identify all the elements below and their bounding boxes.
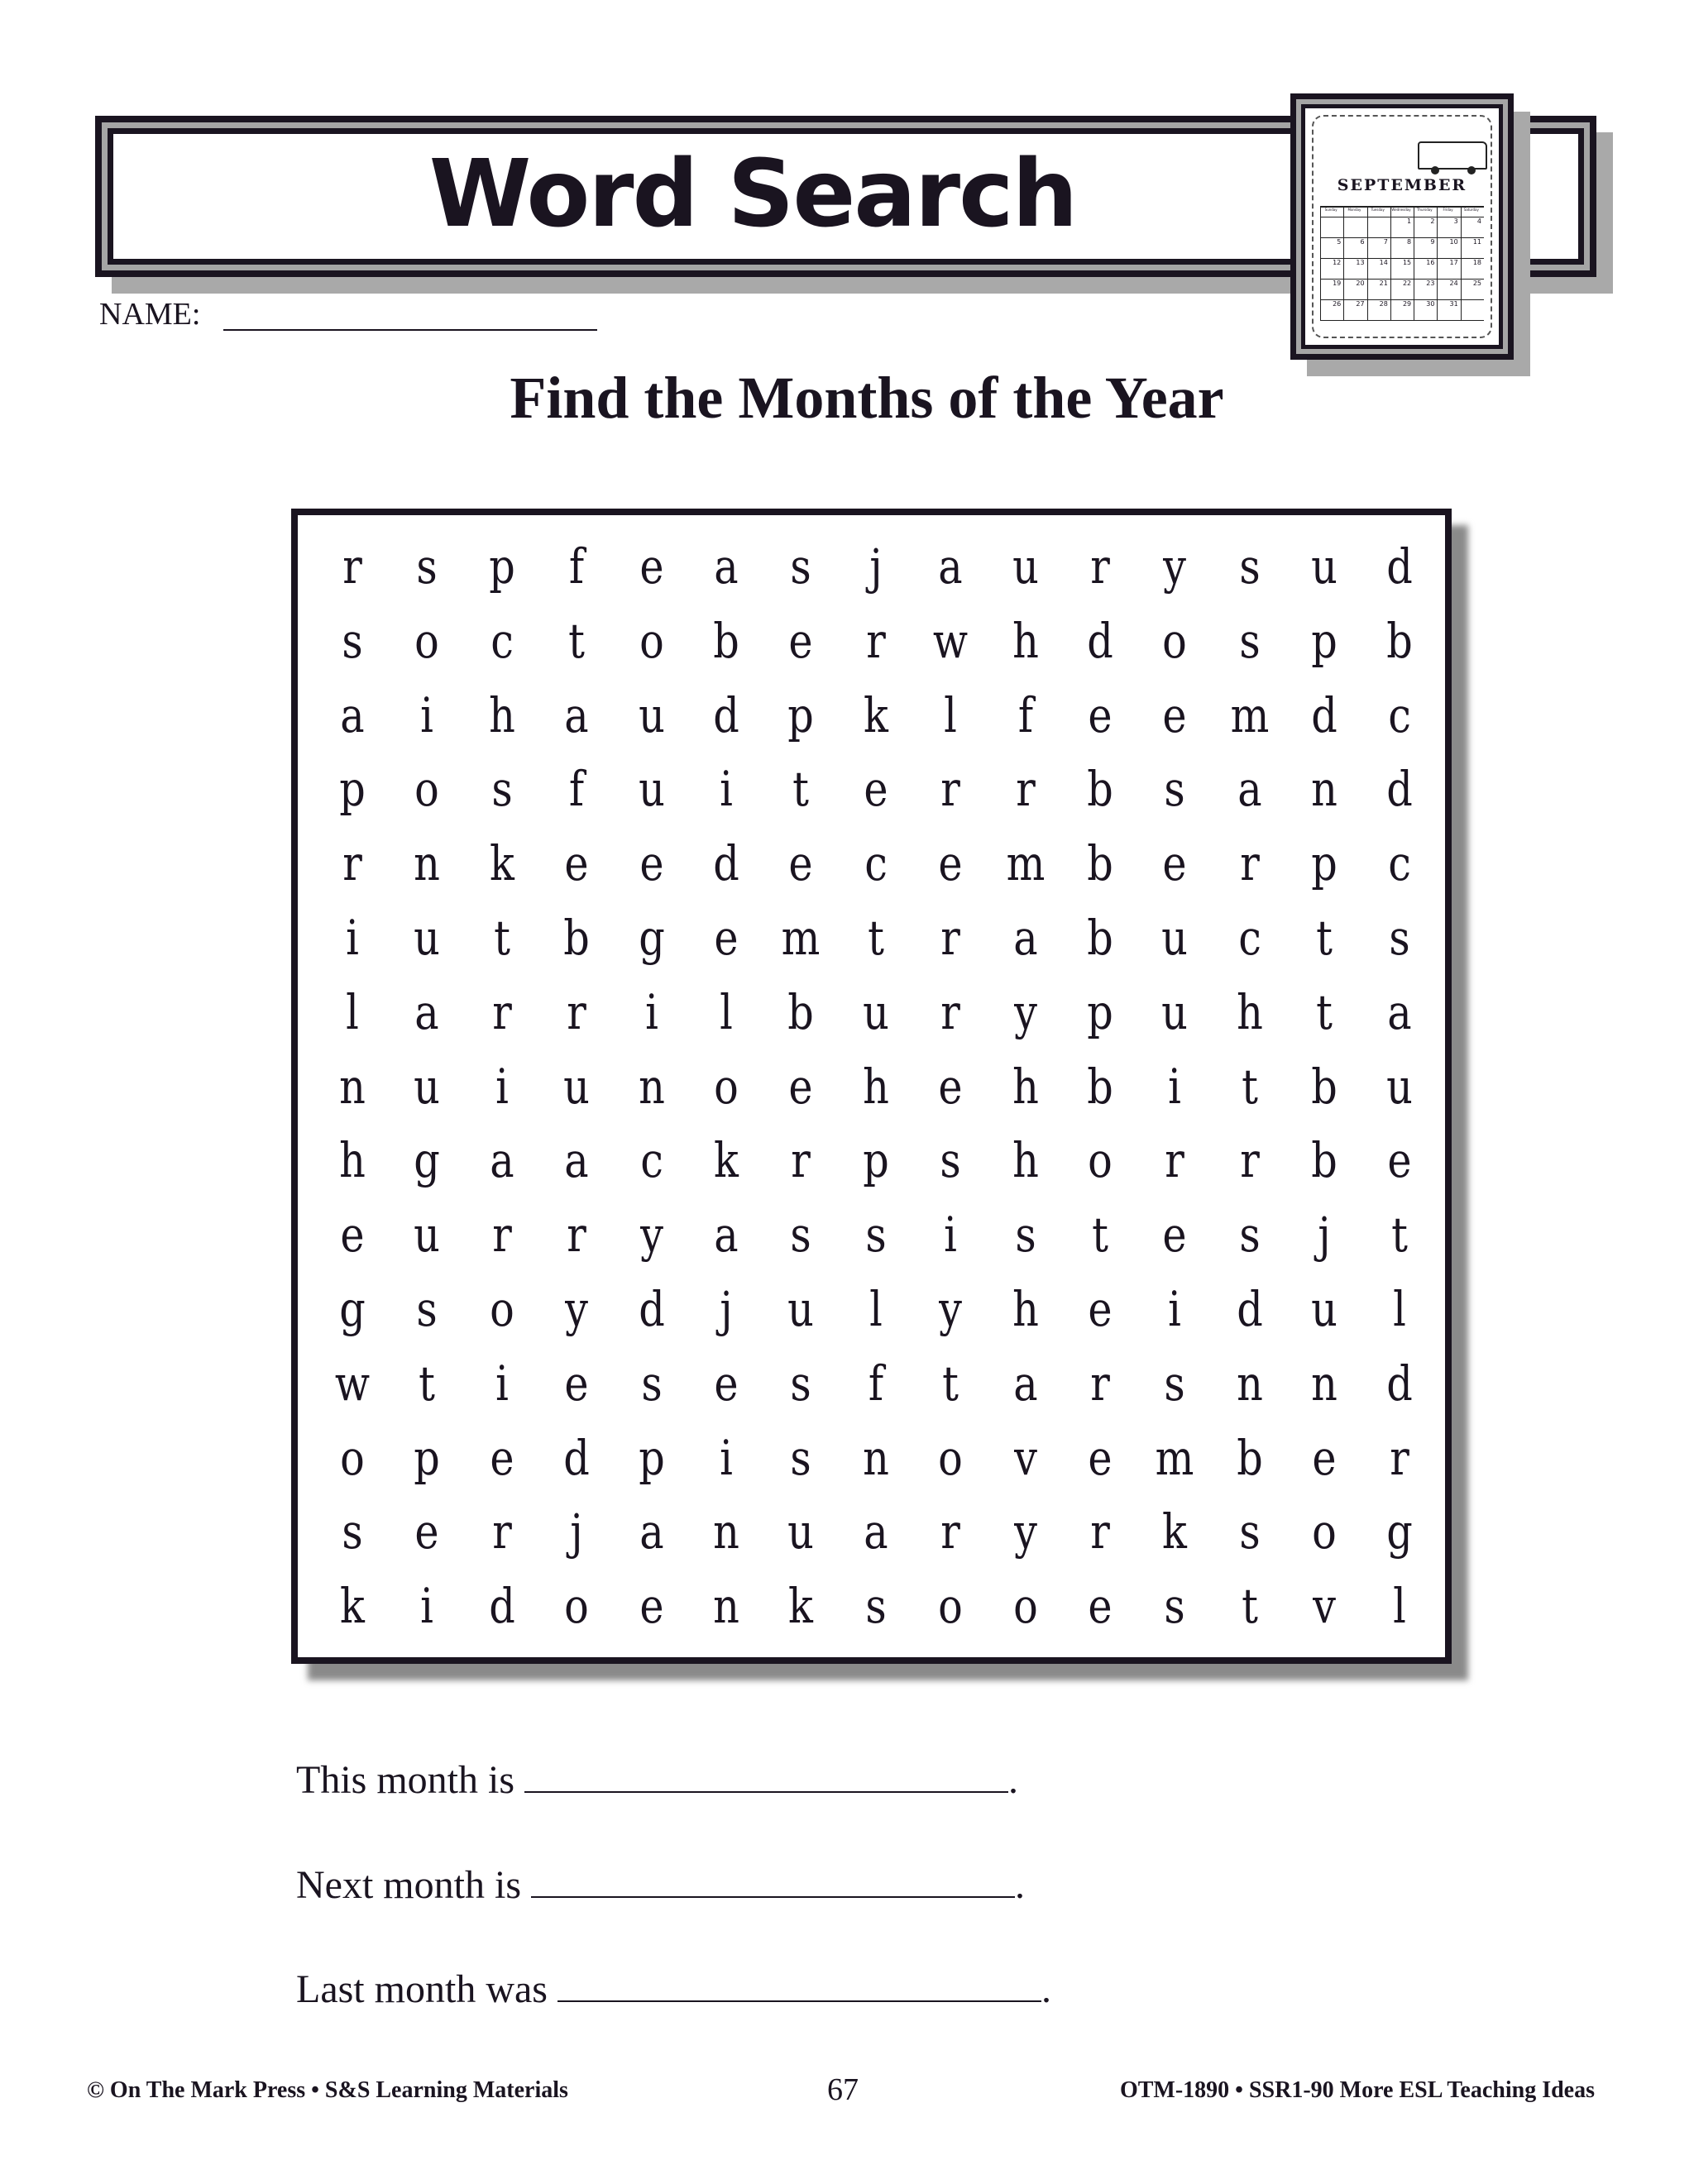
grid-letter[interactable]: s xyxy=(865,1207,887,1264)
grid-letter[interactable]: b xyxy=(1087,1058,1113,1115)
grid-letter[interactable]: a xyxy=(1012,910,1038,966)
grid-letter[interactable]: y xyxy=(939,1281,963,1337)
question-label: Next month is xyxy=(296,1863,521,1907)
calendar-date: 26 xyxy=(1320,300,1343,321)
calendar-date: 22 xyxy=(1390,280,1414,300)
grid-letter[interactable]: s xyxy=(1239,612,1261,669)
grid-letter[interactable]: u xyxy=(862,983,889,1040)
grid-letter[interactable]: a xyxy=(1237,761,1262,818)
grid-letter[interactable]: a xyxy=(1386,983,1412,1040)
grid-letter[interactable]: s xyxy=(342,612,363,669)
grid-letter[interactable]: t xyxy=(493,910,510,966)
grid-letter[interactable]: o xyxy=(489,1281,514,1337)
grid-letter[interactable]: e xyxy=(788,612,813,669)
calendar-date: 28 xyxy=(1367,300,1390,321)
calendar-date: 16 xyxy=(1414,259,1437,280)
grid-letter[interactable]: t xyxy=(1390,1207,1408,1264)
grid-letter[interactable]: n xyxy=(862,1429,889,1486)
calendar-day-header: Saturday xyxy=(1461,208,1484,217)
grid-letter[interactable]: o xyxy=(1012,1578,1038,1635)
calendar-date: 19 xyxy=(1320,280,1343,300)
grid-letter[interactable]: s xyxy=(342,1503,363,1560)
grid-letter[interactable]: t xyxy=(419,1355,436,1412)
grid-letter[interactable]: u xyxy=(1161,983,1189,1040)
grid-letter[interactable]: i xyxy=(495,1355,509,1412)
grid-letter[interactable]: h xyxy=(1012,1058,1039,1115)
calendar-date: 18 xyxy=(1461,259,1484,280)
grid-letter[interactable]: u xyxy=(787,1503,815,1560)
grid-letter[interactable]: y xyxy=(1163,538,1187,595)
calendar-day-header: Monday xyxy=(1343,208,1366,217)
grid-letter[interactable]: m xyxy=(782,910,821,966)
calendar-day-header: Wednesday xyxy=(1390,208,1414,217)
grid-letter[interactable]: j xyxy=(570,1503,583,1560)
grid-letter[interactable]: e xyxy=(714,1355,739,1412)
grid-letter[interactable]: s xyxy=(790,1207,812,1264)
grid-letter[interactable]: d xyxy=(1087,612,1113,669)
grid-letter[interactable]: r xyxy=(342,538,362,595)
grid-letter[interactable]: o xyxy=(340,1429,365,1486)
grid-letter[interactable]: o xyxy=(938,1578,964,1635)
subtitle: Find the Months of the Year xyxy=(510,365,1224,431)
grid-letter[interactable]: a xyxy=(490,1132,514,1189)
grid-letter[interactable]: j xyxy=(869,538,883,595)
grid-letter[interactable]: t xyxy=(1241,1058,1258,1115)
period: . xyxy=(1041,1967,1051,2011)
calendar-date: 2 xyxy=(1414,217,1437,238)
grid-letter[interactable]: u xyxy=(1161,910,1189,966)
calendar-date xyxy=(1343,217,1366,238)
grid-letter[interactable]: t xyxy=(792,761,810,818)
calendar-date: 30 xyxy=(1414,300,1437,321)
grid-letter[interactable]: t xyxy=(867,910,884,966)
grid-letter[interactable]: b xyxy=(787,983,815,1040)
calendar-day-header: Thursday xyxy=(1414,208,1437,217)
grid-letter[interactable]: b xyxy=(1385,612,1413,669)
grid-letter[interactable]: a xyxy=(564,1132,589,1189)
grid-letter[interactable]: s xyxy=(1239,538,1261,595)
grid-letter[interactable]: r xyxy=(1240,835,1260,892)
grid-letter[interactable]: m xyxy=(1006,835,1045,892)
calendar-date: 17 xyxy=(1437,259,1460,280)
grid-letter[interactable]: e xyxy=(788,835,813,892)
grid-letter[interactable]: v xyxy=(1013,1429,1037,1486)
grid-letter[interactable]: w xyxy=(334,1355,371,1412)
grid-letter[interactable]: c xyxy=(639,1132,663,1189)
calendar-date xyxy=(1320,217,1343,238)
grid-letter[interactable]: b xyxy=(1087,835,1113,892)
grid-letter[interactable]: c xyxy=(864,835,888,892)
grid-letter[interactable]: h xyxy=(862,1058,889,1115)
period: . xyxy=(1015,1863,1025,1907)
grid-letter[interactable]: u xyxy=(638,761,665,818)
school-bus-icon xyxy=(1418,141,1487,170)
grid-letter[interactable]: r xyxy=(1090,1355,1110,1412)
grid-letter[interactable]: p xyxy=(638,1429,665,1486)
grid-letter[interactable]: t xyxy=(1316,983,1333,1040)
grid-letter[interactable]: h xyxy=(488,686,515,743)
grid-letter[interactable]: s xyxy=(1239,1207,1261,1264)
calendar-date: 21 xyxy=(1367,280,1390,300)
grid-letter[interactable]: e xyxy=(1162,835,1187,892)
grid-letter[interactable]: b xyxy=(1087,761,1113,818)
calendar-date: 10 xyxy=(1437,238,1460,259)
grid-letter[interactable]: c xyxy=(1387,835,1411,892)
grid-letter[interactable]: e xyxy=(564,835,589,892)
grid-letter[interactable]: e xyxy=(1088,1429,1113,1486)
grid-letter[interactable]: a xyxy=(639,1503,664,1560)
grid-letter[interactable]: n xyxy=(414,835,441,892)
grid-letter[interactable]: r xyxy=(1389,1429,1409,1486)
grid-letter[interactable]: i xyxy=(420,686,434,743)
answer-blank[interactable] xyxy=(557,1967,1041,2002)
grid-letter[interactable]: i xyxy=(944,1207,958,1264)
grid-letter[interactable]: m xyxy=(1156,1429,1194,1486)
calendar-date: 5 xyxy=(1320,238,1343,259)
grid-letter[interactable]: s xyxy=(1239,1503,1261,1560)
grid-letter[interactable]: o xyxy=(1088,1132,1113,1189)
grid-letter[interactable]: e xyxy=(340,1207,365,1264)
footer-product-code: OTM-1890 • SSR1-90 More ESL Teaching Ideas xyxy=(1119,2077,1595,2103)
grid-letter[interactable]: e xyxy=(1088,1281,1113,1337)
grid-letter[interactable]: c xyxy=(1387,686,1411,743)
calendar-date: 31 xyxy=(1437,300,1460,321)
grid-letter[interactable]: k xyxy=(340,1578,365,1635)
grid-letter[interactable]: u xyxy=(1311,1281,1338,1337)
grid-letter[interactable]: b xyxy=(1311,1132,1337,1189)
grid-letter[interactable]: u xyxy=(1385,1058,1413,1115)
grid-letter[interactable]: j xyxy=(720,1281,733,1337)
grid-letter[interactable]: k xyxy=(714,1132,739,1189)
grid-letter[interactable]: r xyxy=(567,1207,586,1264)
grid-letter[interactable]: t xyxy=(1241,1578,1258,1635)
grid-letter[interactable]: r xyxy=(342,835,362,892)
grid-letter[interactable]: a xyxy=(938,538,963,595)
grid-letter[interactable]: h xyxy=(339,1132,366,1189)
grid-letter[interactable]: u xyxy=(638,686,665,743)
grid-letter[interactable]: c xyxy=(1237,910,1261,966)
answer-blank[interactable] xyxy=(524,1758,1008,1793)
grid-letter[interactable]: e xyxy=(414,1503,439,1560)
grid-letter[interactable]: r xyxy=(940,1503,960,1560)
grid-letter[interactable]: e xyxy=(864,761,888,818)
grid-letter[interactable]: r xyxy=(940,761,960,818)
grid-letter[interactable]: w xyxy=(933,612,969,669)
grid-letter[interactable]: u xyxy=(1311,538,1338,595)
grid-letter[interactable]: r xyxy=(492,1207,512,1264)
name-label: NAME: xyxy=(99,297,201,332)
grid-letter[interactable]: l xyxy=(869,1281,883,1337)
grid-letter[interactable]: n xyxy=(713,1578,739,1635)
calendar-date: 8 xyxy=(1390,238,1414,259)
grid-letter[interactable]: p xyxy=(1087,983,1113,1040)
calendar-date: 13 xyxy=(1343,259,1366,280)
grid-letter[interactable]: u xyxy=(414,910,441,966)
grid-letter[interactable]: b xyxy=(563,910,590,966)
grid-letter[interactable]: s xyxy=(940,1132,961,1189)
grid-letter[interactable]: h xyxy=(1012,1132,1039,1189)
grid-letter[interactable]: l xyxy=(944,686,958,743)
grid-letter[interactable]: o xyxy=(414,612,440,669)
grid-letter[interactable]: s xyxy=(1164,1355,1186,1412)
grid-letter[interactable]: r xyxy=(1165,1132,1185,1189)
calendar-date: 1 xyxy=(1390,217,1414,238)
grid-letter[interactable]: d xyxy=(713,835,739,892)
grid-letter[interactable]: s xyxy=(790,538,812,595)
calendar-date xyxy=(1461,300,1484,321)
calendar-grid xyxy=(1320,206,1484,321)
grid-letter[interactable]: e xyxy=(788,1058,813,1115)
grid-letter[interactable]: f xyxy=(1017,686,1033,743)
grid-letter[interactable]: u xyxy=(787,1281,815,1337)
grid-letter[interactable]: l xyxy=(720,983,733,1040)
grid-letter[interactable]: b xyxy=(1311,1058,1337,1115)
grid-letter[interactable]: u xyxy=(563,1058,591,1115)
word-search-grid xyxy=(291,509,1452,1664)
answer-blank[interactable] xyxy=(531,1863,1015,1898)
grid-letter[interactable]: i xyxy=(495,1058,509,1115)
grid-letter[interactable]: a xyxy=(714,538,739,595)
grid-letter[interactable]: n xyxy=(339,1058,366,1115)
grid-letter[interactable]: d xyxy=(1385,1355,1413,1412)
grid-letter[interactable]: e xyxy=(639,538,664,595)
grid-letter[interactable]: e xyxy=(490,1429,514,1486)
grid-letter[interactable]: o xyxy=(414,761,440,818)
grid-letter[interactable]: a xyxy=(1012,1355,1038,1412)
calendar-date: 27 xyxy=(1343,300,1366,321)
grid-letter[interactable]: d xyxy=(713,686,739,743)
grid-letter[interactable]: g xyxy=(638,910,665,966)
grid-letter[interactable]: k xyxy=(788,1578,814,1635)
grid-letter[interactable]: e xyxy=(938,1058,963,1115)
question-label: This month is xyxy=(296,1758,515,1802)
grid-letter[interactable]: k xyxy=(1162,1503,1188,1560)
grid-letter[interactable]: n xyxy=(713,1503,739,1560)
question-label: Last month was xyxy=(296,1967,548,2011)
grid-letter[interactable]: r xyxy=(492,983,512,1040)
calendar-date: 9 xyxy=(1414,238,1437,259)
grid-letter[interactable]: r xyxy=(940,983,960,1040)
grid-letter[interactable]: s xyxy=(640,1355,663,1412)
grid-letter[interactable]: m xyxy=(1230,686,1270,743)
grid-letter[interactable]: d xyxy=(638,1281,665,1337)
grid-letter[interactable]: u xyxy=(414,1207,441,1264)
calendar-date: 25 xyxy=(1461,280,1484,300)
calendar-date: 7 xyxy=(1367,238,1390,259)
grid-letter[interactable]: e xyxy=(1162,686,1187,743)
grid-letter[interactable]: s xyxy=(416,1281,438,1337)
calendar-date: 6 xyxy=(1343,238,1366,259)
calendar-date: 24 xyxy=(1437,280,1460,300)
grid-letter[interactable]: n xyxy=(638,1058,665,1115)
grid-letter[interactable]: g xyxy=(339,1281,366,1337)
page-title: Word Search xyxy=(428,141,1077,248)
grid-letter[interactable]: j xyxy=(1318,1207,1331,1264)
grid-letter[interactable]: i xyxy=(1168,1281,1182,1337)
grid-letter[interactable]: a xyxy=(564,686,589,743)
calendar-month: SEPTEMBER xyxy=(1337,176,1467,194)
calendar-date: 20 xyxy=(1343,280,1366,300)
calendar-date xyxy=(1367,217,1390,238)
grid-letter[interactable]: o xyxy=(938,1429,964,1486)
grid-letter[interactable]: n xyxy=(1236,1355,1263,1412)
grid-letter[interactable]: t xyxy=(1092,1207,1108,1264)
grid-letter[interactable]: l xyxy=(346,983,359,1040)
grid-letter[interactable]: s xyxy=(416,538,438,595)
grid-letter[interactable]: n xyxy=(1311,761,1338,818)
grid-letter[interactable]: h xyxy=(1236,983,1263,1040)
question-this-month xyxy=(296,1757,1018,1803)
calendar-illustration xyxy=(1290,93,1514,360)
grid-letter[interactable]: o xyxy=(1162,612,1188,669)
grid-letter[interactable]: r xyxy=(866,612,886,669)
grid-letter[interactable]: r xyxy=(567,983,586,1040)
grid-letter[interactable]: v xyxy=(1313,1578,1337,1635)
page-number: 67 xyxy=(827,2072,859,2107)
grid-letter[interactable]: e xyxy=(1162,1207,1187,1264)
grid-letter[interactable]: r xyxy=(1090,538,1110,595)
grid-letter[interactable]: s xyxy=(790,1355,812,1412)
grid-letter[interactable]: f xyxy=(569,761,585,818)
grid-letter[interactable]: a xyxy=(414,983,440,1040)
grid-letter[interactable]: p xyxy=(1311,612,1337,669)
grid-letter[interactable]: t xyxy=(568,612,586,669)
grid-letter[interactable]: n xyxy=(1311,1355,1338,1412)
grid-letter[interactable]: s xyxy=(1164,761,1186,818)
grid-letter[interactable]: e xyxy=(938,835,963,892)
grid-letter[interactable]: e xyxy=(639,835,664,892)
calendar-date: 3 xyxy=(1437,217,1460,238)
grid-letter[interactable]: p xyxy=(1311,835,1337,892)
grid-letter[interactable]: i xyxy=(720,1429,733,1486)
calendar-date: 11 xyxy=(1461,238,1484,259)
grid-letter[interactable]: r xyxy=(791,1132,811,1189)
grid-letter[interactable]: s xyxy=(491,761,513,818)
grid-letter[interactable]: h xyxy=(1012,1281,1039,1337)
grid-letter[interactable]: p xyxy=(489,538,515,595)
grid-letter[interactable]: s xyxy=(790,1429,812,1486)
grid-letter[interactable]: e xyxy=(564,1355,589,1412)
grid-letter[interactable]: g xyxy=(1385,1503,1413,1560)
grid-letter[interactable]: i xyxy=(346,910,359,966)
name-input-line[interactable] xyxy=(223,329,597,331)
grid-letter[interactable]: p xyxy=(787,686,815,743)
grid-letter[interactable]: r xyxy=(1090,1503,1110,1560)
grid-letter[interactable]: e xyxy=(1312,1429,1337,1486)
grid-letter[interactable]: e xyxy=(1386,1132,1412,1189)
question-last-month xyxy=(296,1967,1051,2012)
calendar-date: 29 xyxy=(1390,300,1414,321)
calendar-date: 4 xyxy=(1461,217,1484,238)
grid-letter[interactable]: a xyxy=(340,686,365,743)
grid-letter[interactable]: c xyxy=(490,612,514,669)
calendar-day-header: Sunday xyxy=(1320,208,1343,217)
period: . xyxy=(1008,1758,1019,1802)
grid-letter[interactable]: b xyxy=(1237,1429,1263,1486)
grid-letter[interactable]: k xyxy=(863,686,888,743)
grid-letter[interactable]: i xyxy=(644,983,658,1040)
grid-letter[interactable]: s xyxy=(1164,1578,1186,1635)
grid-letter[interactable]: l xyxy=(1392,1281,1406,1337)
grid-letter[interactable]: y xyxy=(1013,983,1037,1040)
grid-letter[interactable]: a xyxy=(864,1503,888,1560)
grid-letter[interactable]: d xyxy=(1385,761,1413,818)
grid-letter[interactable]: e xyxy=(714,910,739,966)
grid-letter[interactable]: y xyxy=(565,1281,589,1337)
grid-letter[interactable]: y xyxy=(639,1207,663,1264)
calendar-date: 15 xyxy=(1390,259,1414,280)
grid-letter[interactable]: g xyxy=(414,1132,441,1189)
calendar-date: 12 xyxy=(1320,259,1343,280)
grid-letter[interactable]: f xyxy=(868,1355,883,1412)
grid-letter[interactable]: i xyxy=(720,761,733,818)
grid-letter[interactable]: d xyxy=(1385,538,1413,595)
grid-letter[interactable]: o xyxy=(1312,1503,1337,1560)
grid-letter[interactable]: f xyxy=(569,538,585,595)
grid-letter[interactable]: a xyxy=(714,1207,739,1264)
grid-letter[interactable]: t xyxy=(942,1355,959,1412)
grid-letter[interactable]: p xyxy=(414,1429,441,1486)
calendar-day-header: Tuesday xyxy=(1367,208,1390,217)
grid-letter[interactable]: r xyxy=(1015,761,1036,818)
grid-letter[interactable]: b xyxy=(713,612,739,669)
grid-letter[interactable]: t xyxy=(1316,910,1333,966)
grid-letter[interactable]: p xyxy=(339,761,366,818)
grid-letter[interactable]: o xyxy=(639,612,664,669)
grid-letter[interactable]: r xyxy=(1240,1132,1260,1189)
grid-letter[interactable]: d xyxy=(563,1429,590,1486)
grid-letter[interactable]: e xyxy=(639,1578,664,1635)
grid-letter[interactable]: o xyxy=(564,1578,590,1635)
grid-letter[interactable]: r xyxy=(492,1503,512,1560)
grid-letter[interactable]: s xyxy=(1014,1207,1036,1264)
grid-letter[interactable]: k xyxy=(489,835,514,892)
grid-letter[interactable]: i xyxy=(420,1578,434,1635)
grid-letter[interactable]: h xyxy=(1012,612,1039,669)
grid-letter[interactable]: y xyxy=(1013,1503,1037,1560)
grid-letter[interactable]: u xyxy=(1012,538,1039,595)
grid-letter[interactable]: u xyxy=(414,1058,441,1115)
calendar-date: 23 xyxy=(1414,280,1437,300)
grid-letter[interactable]: s xyxy=(865,1578,887,1635)
footer-copyright: © On The Mark Press • S&S Learning Materials xyxy=(87,2077,568,2103)
question-next-month xyxy=(296,1862,1025,1908)
calendar-day-header: Friday xyxy=(1437,208,1460,217)
grid-letter[interactable]: p xyxy=(863,1132,889,1189)
grid-letter[interactable]: d xyxy=(1311,686,1337,743)
grid-letter[interactable]: r xyxy=(940,910,960,966)
grid-letter[interactable]: e xyxy=(1088,1578,1113,1635)
grid-letter[interactable]: b xyxy=(1087,910,1113,966)
calendar-date: 14 xyxy=(1367,259,1390,280)
grid-letter[interactable]: d xyxy=(489,1578,515,1635)
grid-letter[interactable]: d xyxy=(1237,1281,1263,1337)
grid-letter[interactable]: i xyxy=(1168,1058,1182,1115)
grid-letter[interactable]: l xyxy=(1392,1578,1406,1635)
grid-letter[interactable]: e xyxy=(1088,686,1113,743)
grid-letter[interactable]: s xyxy=(1388,910,1410,966)
grid-letter[interactable]: o xyxy=(714,1058,739,1115)
